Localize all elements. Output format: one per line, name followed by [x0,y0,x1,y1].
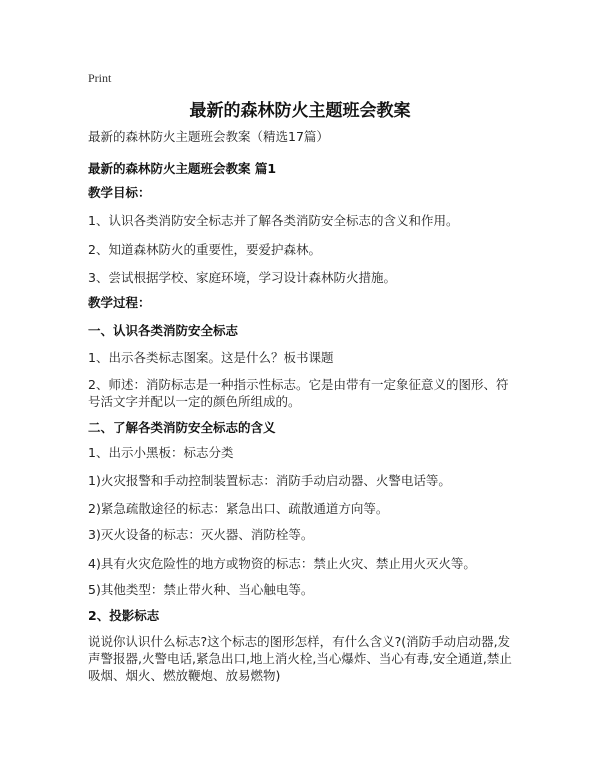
part2-item: 2)紧急疏散途径的标志：紧急出口、疏散通道方向等。 [88,501,389,516]
print-link[interactable]: Print [88,71,112,85]
part2-item: 5)其他类型：禁止带火种、当心触电等。 [88,582,314,597]
section-title: 最新的森林防火主题班会教案 篇1 [88,161,277,176]
part3-heading: 2、投影标志 [88,608,160,623]
page-title: 最新的森林防火主题班会教案 [189,101,411,121]
goal-item: 3、尝试根据学校、家庭环境，学习设计森林防火措施。 [88,270,396,285]
subtitle: 最新的森林防火主题班会教案（精选17篇） [88,129,329,144]
part1-item: 1、出示各类标志图案。这是什么？板书课题 [88,350,334,365]
part2-item: 3)灭火设备的标志：灭火器、消防栓等。 [88,527,314,542]
part2-item: 1)火灾报警和手动控制装置标志：消防手动启动器、火警电话等。 [88,473,451,488]
part2-heading: 二、了解各类消防安全标志的含义 [88,420,276,435]
goal-item: 1、认识各类消防安全标志并了解各类消防安全标志的含义和作用。 [88,213,459,228]
part1-heading: 一、认识各类消防安全标志 [88,323,239,338]
process-heading: 教学过程： [88,295,151,310]
part2-item: 1、出示小黑板：标志分类 [88,445,234,460]
goals-heading: 教学目标： [88,185,151,200]
part1-item: 2、师述：消防标志是一种指示性标志。它是由带有一定象征意义的图形、符号活文字并配以一定的颜色所组成的。 [88,377,509,409]
part2-item: 4)具有火灾危险性的地方或物资的标志：禁止火灾、禁止用火灭火等。 [88,556,476,571]
part3-item: 说说你认识什么标志?这个标志的图形怎样，有什么含义?(消防手动启动器,发声警报器,火警电话,紧急出口,地上消火栓,当心爆炸、当心有毒,安全通道,禁止吸烟、烟火、燃放鞭炮、放易燃物) [88,634,512,683]
goal-item: 2、知道森林防火的重要性，要爱护森林。 [88,242,321,257]
